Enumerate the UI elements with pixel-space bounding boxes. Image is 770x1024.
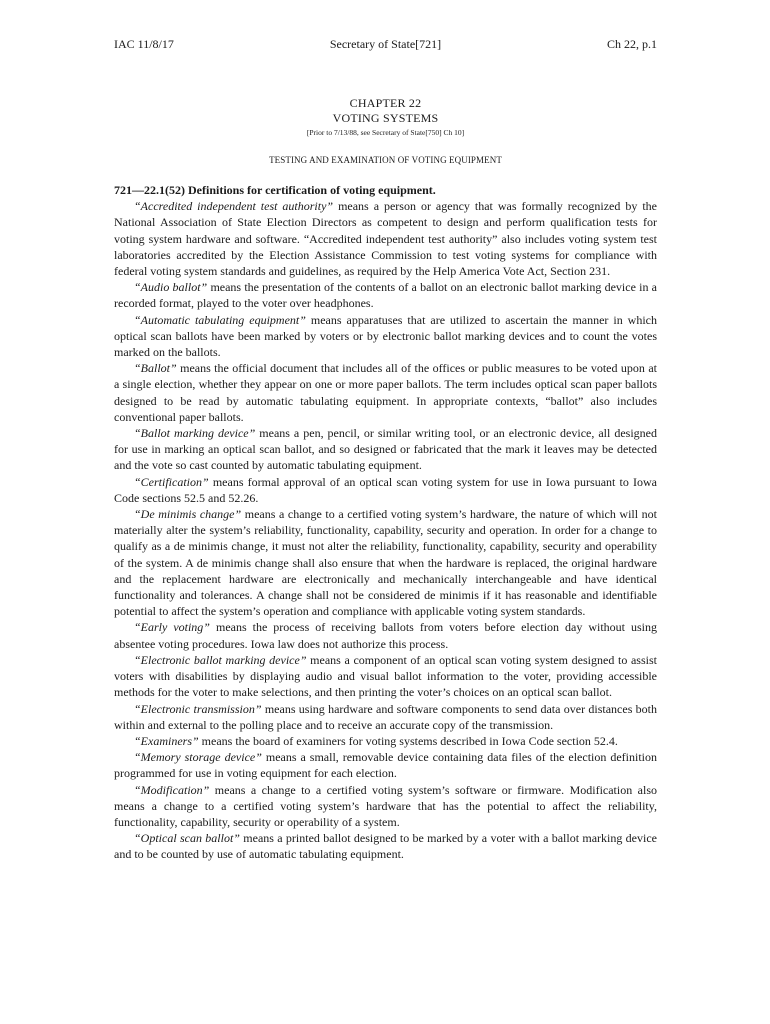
defined-term: “Accredited independent test authority” <box>134 199 334 214</box>
defined-term: “Memory storage device” <box>134 750 262 765</box>
chapter-history-note: [Prior to 7/13/88, see Secretary of State[750] Ch 10] <box>306 128 465 137</box>
section-heading: TESTING AND EXAMINATION OF VOTING EQUIPMENT <box>269 155 502 165</box>
header-page-ref: Ch 22, p.1 <box>606 37 657 51</box>
definition-text: means a change to a certified voting system’s software or firmware. Modification also means a change to a certified voting system’s hardware that has the potential to affect the reliability, functionality, capability, security or operability of a system. <box>114 782 657 829</box>
definition-paragraph <box>114 474 657 506</box>
running-header <box>114 37 657 53</box>
defined-term: “Modification” <box>134 782 210 797</box>
defined-term: “Audio ballot” <box>134 280 208 295</box>
definition-paragraph <box>114 830 657 862</box>
header-agency: Secretary of State[721] <box>329 37 442 51</box>
definition-paragraph <box>114 733 657 749</box>
definition-paragraph <box>114 198 657 279</box>
definition-text: means using hardware and software components to send data over distances both within and external to the polling place and to receive an accurate copy of the transmission. <box>114 701 657 732</box>
chapter-subtitle: VOTING SYSTEMS <box>332 111 439 125</box>
rule-body <box>114 182 657 863</box>
definition-text: means the board of examiners for voting systems described in Iowa Code section 52.4. <box>198 733 618 748</box>
defined-term: “Automatic tabulating equipment” <box>134 312 306 327</box>
defined-term: “Examiners” <box>134 733 199 748</box>
definition-text: means apparatuses that are utilized to ascertain the manner in which optical scan ballots have been marked by voters or by electronic ballot marking devices and to count the votes marked on the ballots. <box>114 312 657 360</box>
defined-term: “Ballot marking device” <box>134 426 256 441</box>
definition-text: means a pen, pencil, or similar writing tool, or an electronic device, all designed for use in marking an optical scan ballot, and so designed or fabricated that the mark it leaves may be detected and the vote so cast counted by automatic tabulating equipment. <box>114 426 657 473</box>
defined-term: “Early voting” <box>134 620 210 635</box>
definition-text: means a person or agency that was formally recognized by the National Association of State Election Directors as competent to design and perform qualification tests for voting system hardware and software. “Accredited independent test authority” also includes voting system test laboratories accredited by the Election Assistance Commission to test voting systems for compliance with federal voting system standards and guidelines, as required by the Help America Vote Act, Section 231. <box>114 199 657 279</box>
definition-text: means a small, removable device containing data files of the election definition programmed for use in voting equipment for each election. <box>114 750 657 781</box>
definition-paragraph <box>114 749 657 781</box>
definition-paragraph <box>114 619 657 651</box>
definition-text: means the process of receiving ballots from voters before election day without using absentee voting procedures. Iowa law does not authorize this process. <box>114 620 657 651</box>
definition-text: means the official document that includes all of the offices or public measures to be voted upon at a single election, whether they appear on one or more paper ballots. The term includes optical scan paper ballots designed to be read by automatic tabulating equipment. In appropriate contexts, “ballot” also includes conventional paper ballots. <box>114 361 657 424</box>
definition-paragraph <box>114 279 657 311</box>
definition-paragraph <box>114 506 657 619</box>
chapter-title: CHAPTER 22 <box>349 96 422 110</box>
defined-term: “Ballot” <box>134 361 177 376</box>
defined-term: “Optical scan ballot” <box>134 831 240 846</box>
definition-paragraph <box>114 782 657 831</box>
definition-paragraph <box>114 312 657 361</box>
definition-paragraph <box>114 360 657 425</box>
defined-term: “Electronic transmission” <box>134 701 262 716</box>
definition-paragraph <box>114 652 657 701</box>
header-date: IAC 11/8/17 <box>114 37 174 51</box>
defined-term: “Certification” <box>134 474 209 489</box>
definition-paragraph <box>114 425 657 474</box>
definition-text: means formal approval of an optical scan voting system for use in Iowa pursuant to Iowa Code sections 52.5 and 52.26. <box>114 474 657 505</box>
defined-term: “De minimis change” <box>134 507 242 522</box>
definition-text: means a component of an optical scan voting system designed to assist voters with disabilities by displaying audio and visual ballot information to the voter, providing accessible methods for the voter to make selections, and then printing the voter’s choices on an optical scan ballot. <box>114 652 657 700</box>
definition-text: means a printed ballot designed to be marked by a voter with a ballot marking device and to be counted by use of automatic tabulating equipment. <box>114 831 657 862</box>
rule-heading: 721—22.1(52) Definitions for certification of voting equipment. <box>114 183 436 197</box>
defined-term: “Electronic ballot marking device” <box>134 652 307 667</box>
definition-text: means a change to a certified voting system’s hardware, the nature of which will not materially alter the system’s reliability, functionality, capability, security and operation. In order for a change to qualify as a de minimis change, it must not alter the reliability, functionality, capability, security and operability of the system. A de minimis change shall also ensure that when the hardware is replaced, the original hardware and the replacement hardware are electronically and mechanically interchangeable and have identical functionality and tolerances. A change shall not be considered de minimis if it has reasonable and identifiable potential to affect the system’s operation and compliance with applicable voting system standards. <box>114 507 658 619</box>
definition-text: means the presentation of the contents of a ballot on an electronic ballot marking device in a recorded format, played to the voter over headphones. <box>114 280 657 311</box>
definition-paragraph <box>114 701 657 733</box>
chapter-heading-block <box>114 96 657 166</box>
